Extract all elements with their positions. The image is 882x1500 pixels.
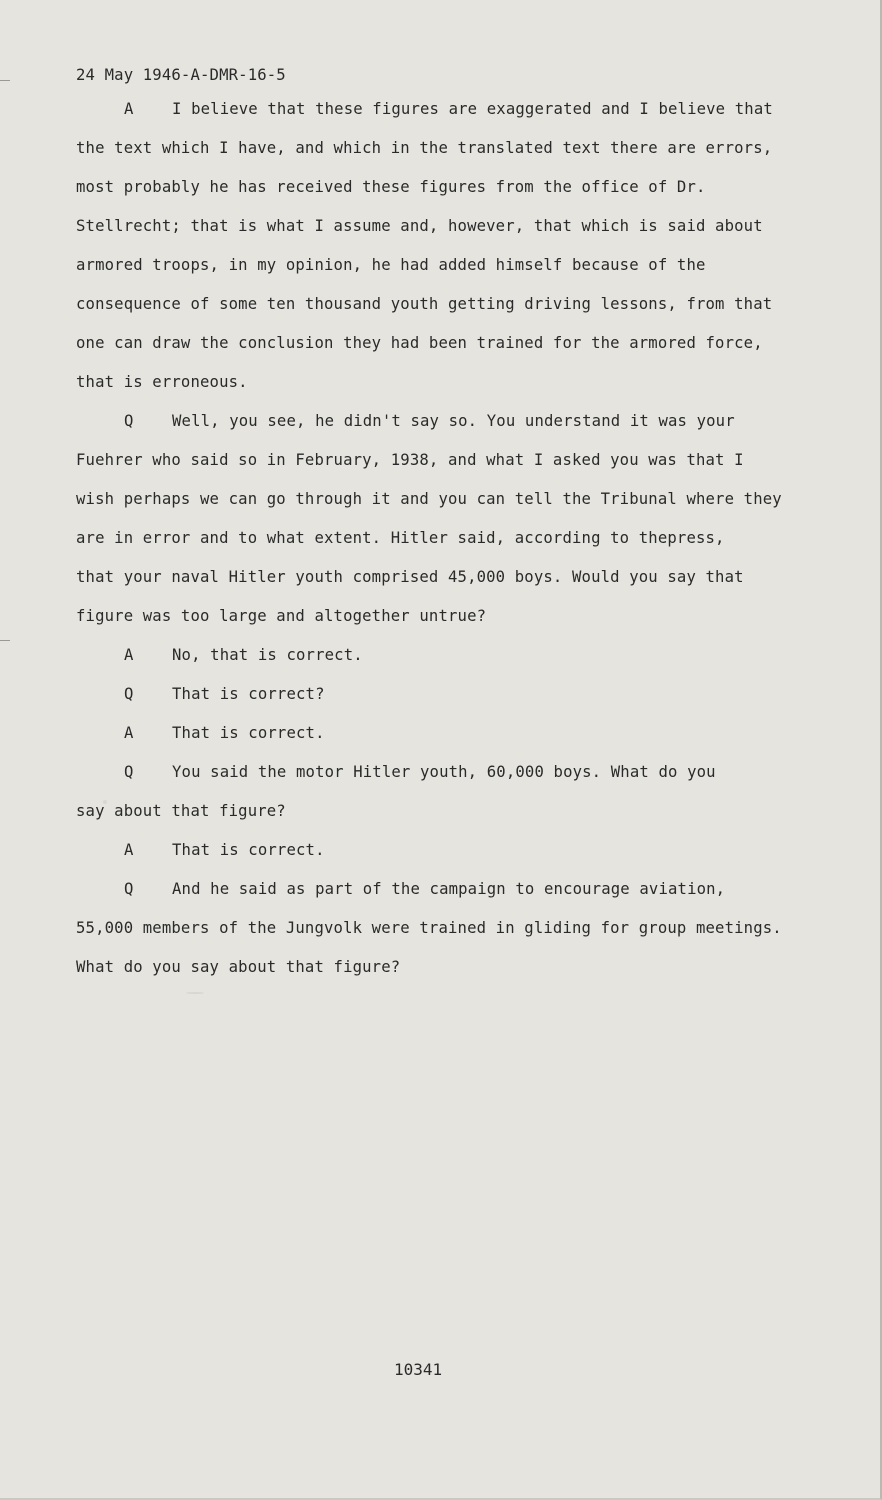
- speaker-label: Q: [124, 412, 134, 430]
- speaker-label: Q: [124, 763, 134, 781]
- speaker-label: A: [124, 646, 134, 664]
- paragraph-line: wish perhaps we can go through it and you can tell the Tribunal where they: [76, 490, 782, 508]
- paragraph-line: Stellrecht; that is what I assume and, however, that which is said about: [76, 217, 763, 235]
- paragraph-line: [76, 753, 816, 792]
- paragraph-line: are in error and to what extent. Hitler said, according to thepress,: [76, 529, 725, 547]
- line-text: I believe that these figures are exaggerated and I believe that: [172, 100, 773, 118]
- line-text: And he said as part of the campaign to encourage aviation,: [172, 880, 726, 898]
- paragraph-line: most probably he has received these figures from the office of Dr.: [76, 178, 706, 196]
- paragraph-line: figure was too large and altogether untrue?: [76, 607, 487, 625]
- page-number: 10341: [394, 1360, 443, 1379]
- paragraph-line: 55,000 members of the Jungvolk were trained in gliding for group meetings.: [76, 919, 782, 937]
- speaker-label: A: [124, 841, 134, 859]
- paragraph-line: [76, 402, 816, 441]
- speaker-label: Q: [124, 880, 134, 898]
- paragraph-line: consequence of some ten thousand youth getting driving lessons, from that: [76, 295, 773, 313]
- paragraph-line: What do you say about that figure?: [76, 958, 401, 976]
- line-text: Well, you see, he didn't say so. You understand it was your: [172, 412, 735, 430]
- paper-mark: [186, 992, 204, 994]
- paragraph-line: one can draw the conclusion they had been trained for the armored force,: [76, 334, 763, 352]
- line-text: That is correct.: [172, 841, 325, 859]
- speaker-label: Q: [124, 685, 134, 703]
- transcript-text: [76, 60, 816, 987]
- line-text: That is correct.: [172, 724, 325, 742]
- paragraph-line: armored troops, in my opinion, he had added himself because of the: [76, 256, 706, 274]
- line-text: No, that is correct.: [172, 646, 363, 664]
- document-header: 24 May 1946-A-DMR-16-5: [76, 66, 286, 84]
- edge-mark: [0, 640, 10, 641]
- paragraph-line: that is erroneous.: [76, 373, 248, 391]
- paragraph-line: [76, 831, 816, 870]
- paragraph-line: the text which I have, and which in the translated text there are errors,: [76, 139, 773, 157]
- paragraph-line: [76, 714, 816, 753]
- paragraph-line: say about that figure?: [76, 802, 286, 820]
- line-text: That is correct?: [172, 685, 325, 703]
- edge-mark: [0, 80, 10, 81]
- paragraph-line: [76, 636, 816, 675]
- paragraph-line: that your naval Hitler youth comprised 45,000 boys. Would you say that: [76, 568, 744, 586]
- speaker-label: A: [124, 100, 134, 118]
- speaker-label: A: [124, 724, 134, 742]
- paragraph-line: [76, 675, 816, 714]
- paragraph-line: [76, 870, 816, 909]
- line-text: You said the motor Hitler youth, 60,000 boys. What do you: [172, 763, 716, 781]
- paragraph-line: Fuehrer who said so in February, 1938, and what I asked you was that I: [76, 451, 744, 469]
- paragraph-line: [76, 90, 816, 129]
